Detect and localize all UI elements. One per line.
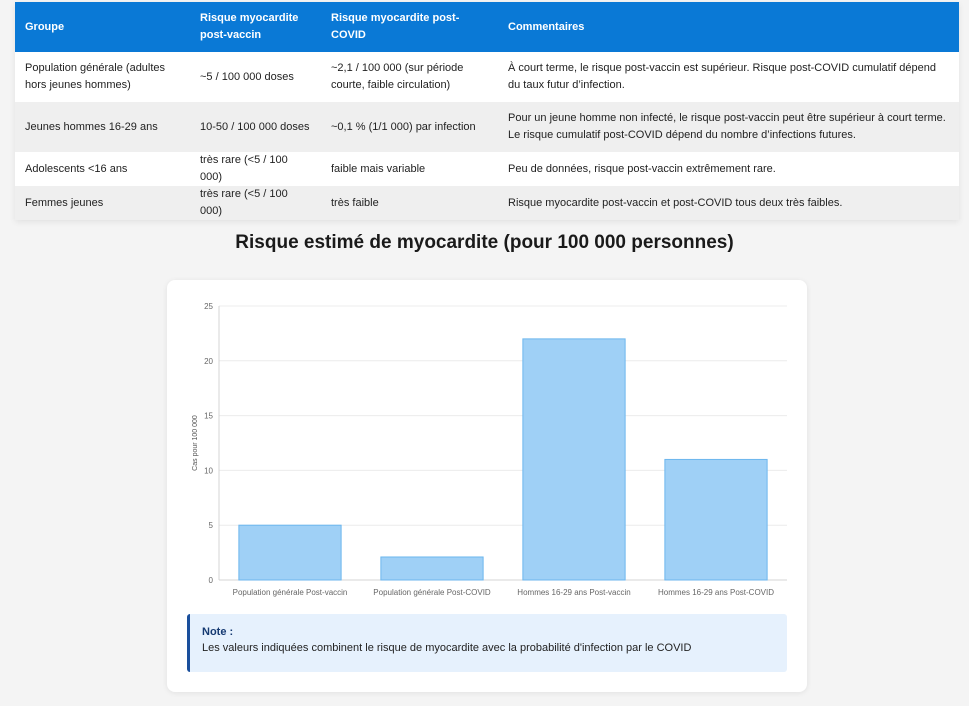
cell-post-covid: ~2,1 / 100 000 (sur période courte, faible circulation) <box>331 62 464 91</box>
header-risque-post-covid: Risque myocardite post-COVID <box>331 12 460 41</box>
table-row <box>15 102 959 152</box>
cell-post-vaccin: très rare (<5 / 100 000) <box>200 154 288 183</box>
y-tick-label: 0 <box>208 576 213 585</box>
table-header-row <box>15 2 959 52</box>
cell-post-vaccin: 10-50 / 100 000 doses <box>200 120 310 133</box>
bar <box>381 557 483 580</box>
y-axis-label: Cas pour 100 000 <box>192 415 199 471</box>
header-groupe: Groupe <box>25 20 65 33</box>
cell-post-vaccin: très rare (<5 / 100 000) <box>200 188 288 217</box>
comparison-table <box>15 2 959 220</box>
cell-commentaire: À court terme, le risque post-vaccin est supérieur. Risque post-COVID cumulatif dépend du taux futur d’infection. <box>508 62 936 91</box>
bar <box>523 339 625 580</box>
x-tick-label: Population générale Post-COVID <box>373 588 491 597</box>
cell-commentaire: Peu de données, risque post-vaccin extrêmement rare. <box>508 162 776 175</box>
note-box <box>187 614 787 672</box>
cell-groupe: Population générale (adultes hors jeunes hommes) <box>25 62 166 91</box>
cell-groupe: Adolescents <16 ans <box>25 162 128 175</box>
note-title: Note : <box>202 626 234 638</box>
cell-groupe: Femmes jeunes <box>25 196 104 209</box>
y-tick-label: 5 <box>208 521 213 531</box>
cell-commentaire: Risque myocardite post-vaccin et post-COVID tous deux très faibles. <box>508 196 843 209</box>
cell-commentaire: Pour un jeune homme non infecté, le risque post-vaccin peut être supérieur à court terme. Le risque cumulatif post-COVID dépend du nombre d’infections futures. <box>508 112 946 141</box>
x-tick-label: Hommes 16-29 ans Post-vaccin <box>517 588 631 597</box>
y-tick-label: 20 <box>204 356 213 366</box>
header-risque-post-vaccin: Risque myocardite post-vaccin <box>200 12 299 41</box>
x-tick-label: Population générale Post-vaccin <box>232 588 348 597</box>
header-commentaires: Commentaires <box>508 20 585 33</box>
bar <box>665 459 767 580</box>
cell-groupe: Jeunes hommes 16-29 ans <box>25 120 158 133</box>
table-row <box>15 52 959 102</box>
cell-post-covid: ~0,1 % (1/1 000) par infection <box>331 120 476 133</box>
y-tick-label: 25 <box>204 302 213 311</box>
table-row <box>15 186 959 220</box>
cell-post-covid: faible mais variable <box>331 162 426 175</box>
x-tick-label: Hommes 16-29 ans Post-COVID <box>657 588 775 597</box>
chart-card <box>167 280 807 692</box>
chart-title: Risque estimé de myocardite (pour 100 000 personnes) <box>235 232 734 253</box>
y-tick-label: 15 <box>204 411 213 421</box>
comparison-table-container <box>15 2 959 220</box>
note-text: Les valeurs indiquées combinent le risque de myocardite avec la probabilité d'infection par le COVID <box>202 642 692 654</box>
table-row <box>15 152 959 186</box>
cell-post-vaccin: ~5 / 100 000 doses <box>200 70 294 83</box>
y-tick-label: 10 <box>204 466 213 476</box>
bar <box>239 525 341 580</box>
bar-chart <box>167 280 807 610</box>
cell-post-covid: très faible <box>331 196 379 209</box>
